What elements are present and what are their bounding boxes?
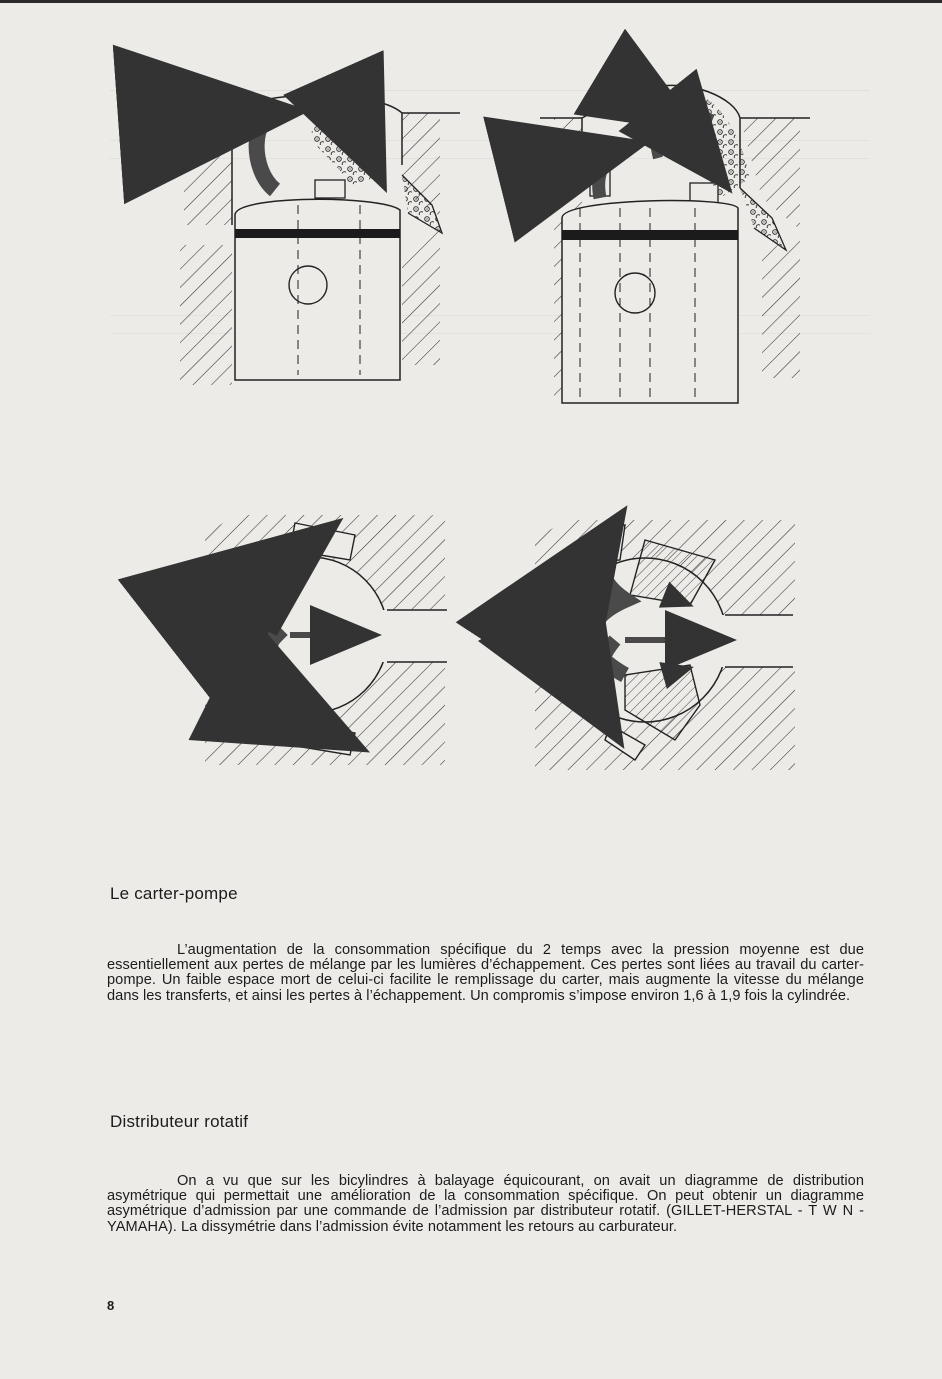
- figure-piston-scavenging-left: [170, 95, 460, 395]
- figure-rotary-valve-left: [195, 495, 455, 785]
- piston-ring: [235, 229, 400, 238]
- figure-piston-scavenging-right: [540, 78, 830, 408]
- scavenge-flow-arrow: [655, 118, 685, 158]
- paragraph-distributeur-rotatif: [107, 1174, 864, 1235]
- cylinder-wall-right: [402, 113, 440, 365]
- paragraph-text: On a vu que sur les bicylindres à balayage équicourant, on avait un diagramme de distribution asymétrique qui permettait une amélioration de la consommation spécifique. On peut obtenir un diagramme asymétrique d’admission par une commande de l’admission par distributeur rotatif. (GILLET-HERSTAL - T W N - YAMAHA). La dissymétrie dans l’admission évite notamment les retours au carburateur.: [107, 1173, 864, 1235]
- paragraph-text: L’augmentation de la consommation spécifique du 2 temps avec la pression moyenne est due essentiellement aux pertes de mélange par les lumières d’échappement. Ces pertes sont liées au travail du carter-pompe. Un faible espace mort de celui-ci facilite le remplissage du carter, mais augmente la vitesse du mélange dans les transferts, et ainsi les pertes à l’échappement. Un compromis s’impose environ 1,6 à 1,9 fois la cylindrée.: [107, 942, 864, 1004]
- figure-rotary-valve-right: [525, 500, 805, 790]
- section-title-distributeur-rotatif: Distributeur rotatif: [110, 1112, 249, 1131]
- paragraph-carter-pompe: [107, 943, 864, 1004]
- top-border-rule: [0, 0, 942, 3]
- page-number: 8: [107, 1298, 115, 1313]
- piston: [235, 199, 400, 380]
- cylinder-wall-left: [184, 113, 232, 225]
- cylinder-wall-right: [740, 118, 800, 378]
- exhaust-flow-arrow: [599, 148, 625, 198]
- exhaust-flow-arrow: [257, 113, 278, 190]
- crank-wall-left: [180, 245, 232, 385]
- section-title-carter-pompe: Le carter-pompe: [110, 884, 238, 903]
